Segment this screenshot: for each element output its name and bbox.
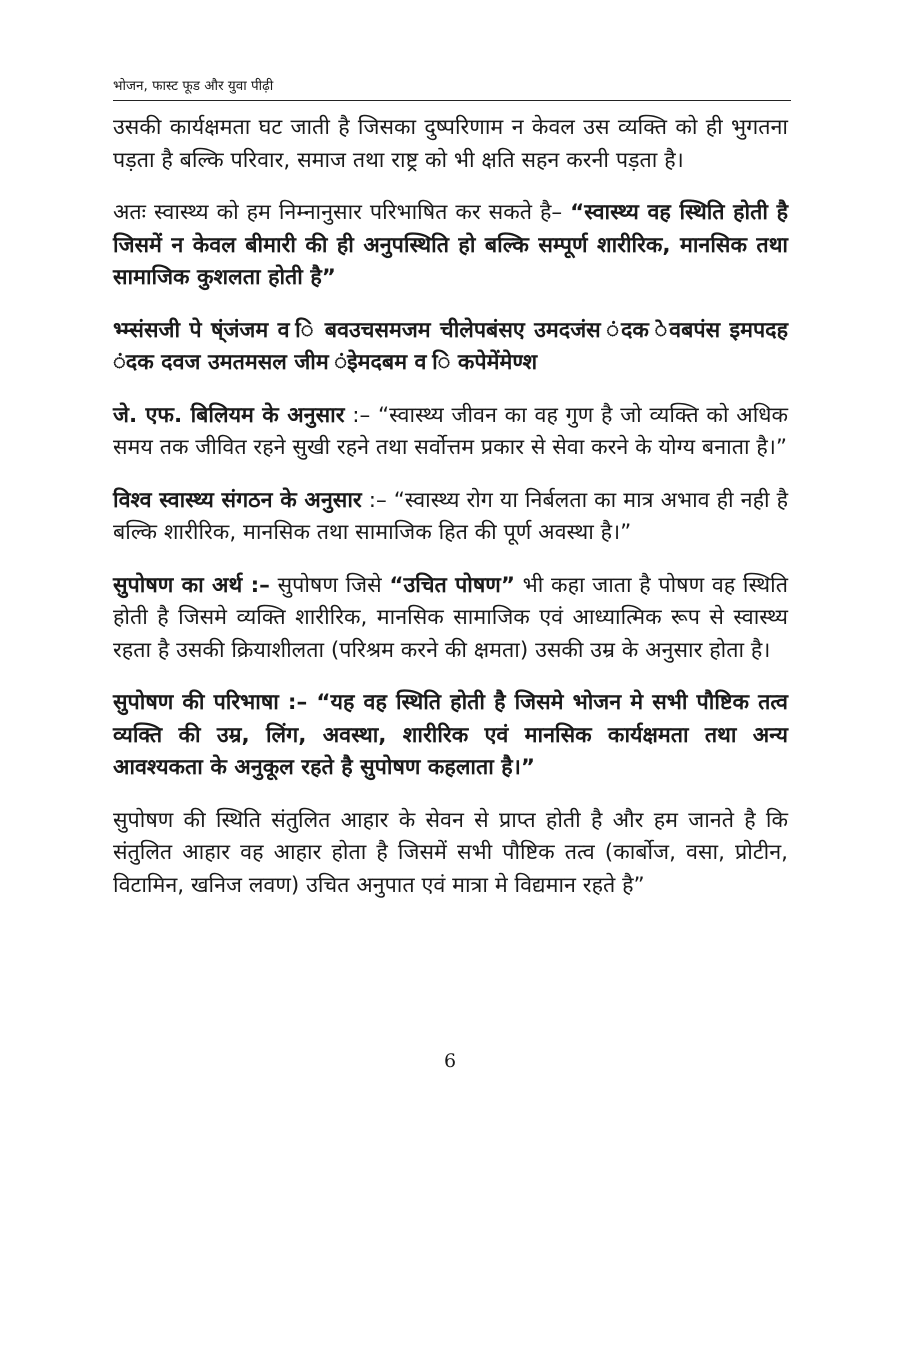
paragraph-garbled-english: भ्म्संसजी पे ष्ंजंजम व ि बवउचसमजम चीलेपबंसए उमदजंस ंदक ेवबपंस इमपदह ंदक दवज उमतमसल जीम ंइेमदबम व ि कपेमेंमेण्श	[113, 317, 788, 375]
paragraph-williams	[113, 400, 788, 465]
nutrition-meaning-label: सुपोषण का अर्थ :–	[113, 572, 270, 598]
paragraph-intro: उसकी कार्यक्षमता घट जाती है जिसका दुष्परिणाम न केवल उस व्यक्ति को ही भुगतना पड़ता है बल्कि परिवार, समाज तथा राष्ट्र को भी क्षति सहन करनी पड़ता है।	[113, 115, 788, 173]
running-header: भोजन, फास्ट फूड और युवा पीढ़ी	[113, 76, 791, 101]
williams-label: जे. एफ. बिलियम के अनुसार	[113, 402, 345, 428]
who-label: विश्व स्वास्थ्य संगठन के अनुसार	[113, 487, 362, 513]
page-number: 6	[443, 1050, 457, 1072]
nutrition-meaning-quote: “उचित पोषण”	[389, 572, 515, 598]
paragraph-nutrition-meaning	[113, 570, 788, 668]
definition-quote: “स्वास्थ्य वह स्थिति होती है जिसमें न केवल बीमारी की ही अनुपस्थिति हो बल्कि सम्पूर्ण शारीरिक, मानसिक तथा सामाजिक कुशलता होती है”	[113, 200, 788, 290]
paragraph-health-definition	[113, 197, 788, 295]
nutrition-meaning-text1: सुपोषण जिसे	[269, 572, 390, 598]
page-body	[113, 112, 788, 922]
who-text: :– “स्वास्थ्य रोग या निर्बलता का मात्र अभाव ही नही है बल्कि शारीरिक, मानसिक तथा सामाजिक हित की पूर्ण अवस्था है।”	[113, 487, 788, 545]
williams-text: :– “स्वास्थ्य जीवन का वह गुण है जो व्यक्ति को अधिक समय तक जीवित रहने सुखी रहने तथा सर्वोत्तम प्रकार से सेवा करने के योग्य बनाता है।”	[113, 402, 788, 460]
definition-intro: अतः स्वास्थ्य को हम निम्नानुसार परिभाषित कर सकते है–	[113, 200, 571, 225]
paragraph-who	[113, 485, 788, 550]
paragraph-balanced-diet: सुपोषण की स्थिति संतुलित आहार के सेवन से प्राप्त होती है और हम जानते है कि संतुलित आहार वह आहार होता है जिसमें सभी पौष्टिक तत्व (कार्बोज, वसा, प्रोटीन, विटामिन, खनिज लवण) उचित अनुपात एवं मात्रा मे विद्यमान रहते है”	[113, 807, 788, 898]
nutrition-meaning-text2: भी कहा जाता है पोषण वह स्थिति होती है जिसमे व्यक्ति शारीरिक, मानसिक सामाजिक एवं आध्यात्मिक रूप से स्वास्थ्य रहता है उसकी क्रियाशीलता (परिश्रम करने की क्षमता) उसकी उम्र के अनुसार होता है।	[113, 572, 788, 663]
paragraph-nutrition-definition: सुपोषण की परिभाषा :– “यह वह स्थिति होती है जिसमे भोजन मे सभी पौष्टिक तत्व व्यक्ति की उम्र, लिंग, अवस्था, शारीरिक एवं मानसिक कार्यक्षमता तथा अन्य आवश्यकता के अनुकूल रहते है सुपोषण कहलाता है।”	[113, 690, 788, 780]
